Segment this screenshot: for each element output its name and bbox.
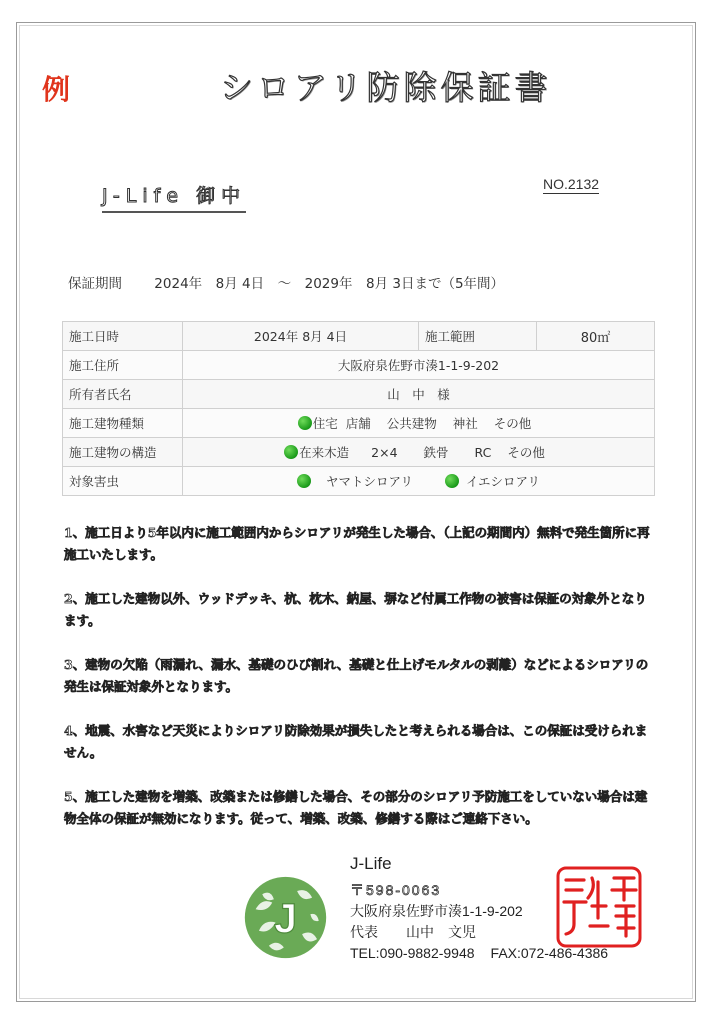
table-row (63, 438, 655, 467)
company-fax: FAX:072-486-4386 (490, 945, 609, 961)
company-zip: 〒598-0063 (350, 882, 442, 898)
warranty-period-value: 2024年 8月 4日 ～ 2029年 8月 3日まで（5年間） (154, 276, 505, 292)
pest-option: イエシロアリ (466, 474, 541, 489)
owner-label: 所有者氏名 (63, 380, 183, 409)
range-label: 施工範囲 (419, 322, 537, 351)
building-type-option: 店舗 (345, 416, 371, 431)
building-type-option: 神社 (452, 416, 478, 431)
table-row (63, 467, 655, 496)
document-number: NO.2132 (543, 176, 600, 192)
selected-check-dot (298, 416, 312, 430)
structure-option: 2×4 (371, 445, 398, 460)
clause: 1、施工日より5年以内に施工範囲内からシロアリが発生した場合、（上記の期間内）無料で発生箇所に再施工いたします。 (64, 525, 650, 562)
selected-check-dot (445, 474, 459, 488)
pest-label: 対象害虫 (63, 467, 183, 496)
table-row (63, 380, 655, 409)
selected-check-dot (297, 474, 311, 488)
building-type-option: その他 (493, 416, 532, 431)
terms-clauses (64, 522, 650, 852)
clause: 5、施工した建物を増築、改築または修繕した場合、その部分のシロアリ予防施工をしていない場合は建物全体の保証が無効になります。従って、増築、改築、修繕する際はご連絡下さい。 (64, 789, 648, 826)
pest-option: ヤマトシロアリ (325, 474, 413, 489)
clause: 3、建物の欠陥（雨漏れ、漏水、基礎のひび割れ、基礎と仕上げモルタルの剥離）などによるシロアリの発生は保証対象外となります。 (64, 657, 649, 694)
building-type-option: 公共建物 (386, 416, 437, 431)
logo-letter: J (273, 894, 298, 942)
address-value: 大阪府泉佐野市湊1-1-9-202 (183, 351, 655, 380)
company-address: 大阪府泉佐野市湊1-1-9-202 (350, 903, 523, 919)
range-value: 80㎡ (537, 322, 655, 351)
company-name: J-Life (350, 854, 392, 873)
company-logo (244, 876, 327, 959)
date-label: 施工日時 (63, 322, 183, 351)
structure-option: 鉄骨 (423, 445, 449, 460)
building-type-option: 住宅 (312, 416, 338, 431)
date-value: 2024年 8月 4日 (183, 322, 419, 351)
owner-value: 山 中 様 (183, 380, 655, 409)
selected-check-dot (284, 445, 298, 459)
company-representative: 代表 山中 文児 (350, 924, 476, 940)
clause: 2、施工した建物以外、ウッドデッキ、杭、枕木、納屋、塀など付属工作物の被害は保証の対象外となります。 (64, 591, 647, 628)
company-seal-stamp (556, 866, 642, 948)
warranty-period-label: 保証期間 (68, 276, 122, 292)
structure-label: 施工建物の構造 (63, 438, 183, 467)
recipient-name: J-Life 御中 (102, 181, 246, 213)
building-type-label: 施工建物種類 (63, 409, 183, 438)
construction-info-table (62, 321, 655, 496)
building-type-options (183, 409, 655, 438)
table-row (63, 322, 655, 351)
document-title: シロアリ防除保証書 (220, 68, 552, 107)
sample-mark: 例 (42, 73, 71, 106)
structure-option: RC (474, 445, 492, 460)
warranty-period (68, 272, 504, 292)
address-label: 施工住所 (63, 351, 183, 380)
pest-options (183, 467, 655, 496)
structure-options (183, 438, 655, 467)
clause: 4、地震、水害など天災によりシロアリ防除効果が損失したと考えられる場合は、この保証は受けられません。 (64, 723, 648, 760)
structure-option: 在来木造 (299, 445, 350, 460)
table-row (63, 409, 655, 438)
company-tel: TEL:090-9882-9948 (350, 945, 475, 961)
table-row (63, 351, 655, 380)
structure-option: その他 (507, 445, 545, 460)
